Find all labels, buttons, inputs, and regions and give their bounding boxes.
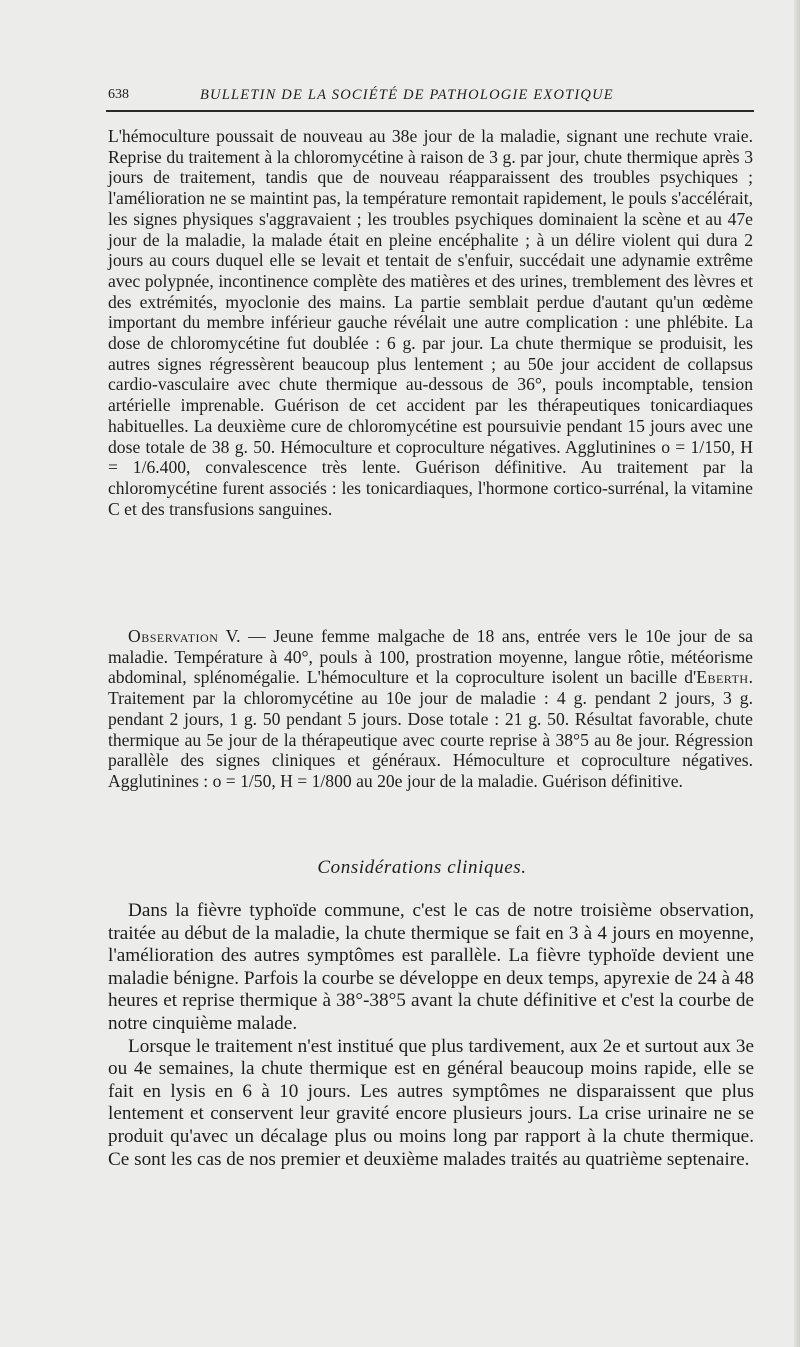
- observation-body-end: . Traitement par la chloromycétine au 10e jour de maladie : 4 g. pendant 2 jours, 3 g. pendant 2 jours, 1 g. 50 pendant 5 jours. Dose totale : 21 g. 50. Résultat favorable, chute thermique au 5e jour de la thérapeutique avec courte reprise à 38°5 au 8e jour. Régression parallèle des signes cliniques et généraux. Hémoculture et coproculture négatives. Agglutinines : o = 1/50, H = 1/800 au 20e jour de la maladie. Guérison définitive.: [108, 667, 753, 791]
- observation-v-text: [108, 626, 753, 792]
- eponym: Eberth: [696, 667, 749, 688]
- running-title: BULLETIN DE LA SOCIÉTÉ DE PATHOLOGIE EXOTIQUE: [200, 87, 614, 103]
- page-number: 638: [108, 87, 129, 102]
- header-rule: [106, 110, 754, 112]
- page-edge-shadow: [794, 0, 800, 1347]
- clinical-considerations: [108, 900, 754, 1171]
- paragraph-text: L'hémoculture poussait de nouveau au 38e jour de la maladie, signant une rechute vraie. Reprise du traitement à la chloromycétine à raison de 3 g. par jour, chute thermique après 3 jours de traitement, tandis que de nouveau réapparaissent des troubles psychiques ; l'amélioration ne se maintint pas, la température remontait rapidement, le pouls s'accélérait, les signes physiques s'aggravaient ; les troubles psychiques dominaient la scène et au 47e jour de la maladie, la malade était en pleine encéphalite ; à un délire violent qui dura 2 jours au cours duquel elle se levait et tentait de s'enfuir, succédait une adynamie extrême avec polypnée, incontinence complète des matières et des urines, tremblement des lèvres et des extrémités, myoclonie des mains. La partie semblait perdue d'autant qu'un œdème important du membre inférieur gauche révélait une autre complication : une phlébite. La dose de chloromycétine fut doublée : 6 g. par jour. La chute thermique se produisit, les autres signes régressèrent beaucoup plus lentement ; au 50e jour accident de collapsus cardio-vasculaire avec chute thermique au-dessous de 36°, pouls incomptable, tension artérielle imprenable. Guérison de cet accident par les thérapeutiques tonicardiaques habituelles. La deuxième cure de chloromycétine est poursuivie pendant 15 jours avec une dose totale de 38 g. 50. Hémoculture et coproculture négatives. Agglutinines o = 1/150, H = 1/6.400, convalescence très lente. Guérison définitive. Au traitement par la chloromycétine furent associés : les tonicardiaques, l'hormone cortico-surrénal, la vitamine C et des transfusions sanguines.: [108, 126, 753, 519]
- section-heading: Considérations cliniques.: [317, 857, 527, 878]
- case-continuation-paragraph: [108, 126, 753, 519]
- page-header: [108, 85, 754, 107]
- clinical-paragraph-2: Lorsque le traitement n'est institué que plus tardivement, aux 2e et surtout aux 3e ou 4e semaines, la chute thermique est en général beaucoup moins rapide, elle se fait en lysis en 6 à 10 jours. Les autres symptômes ne disparaissent que plus lentement et conservent leur gravité encore plusieurs jours. La crise urinaire ne se produit qu'avec un décalage plus ou moins long par rapport à la chute thermique. Ce sont les cas de nos premier et deuxième malades traités au quatrième septenaire.: [108, 1035, 754, 1170]
- observation-body: V. — Jeune femme malgache de 18 ans, entrée vers le 10e jour de sa maladie. Température à 40°, pouls à 100, prostration moyenne, langue rôtie, météorisme abdominal, splénomégalie. L'hémoculture et la coproculture isolent un bacille d': [108, 626, 753, 688]
- observation-v-paragraph: [108, 626, 753, 792]
- observation-label: Observation: [128, 626, 219, 646]
- clinical-paragraph-1: Dans la fièvre typhoïde commune, c'est le cas de notre troisième observation, traitée au début de la maladie, la chute thermique se fait en 3 à 4 jours en moyenne, l'amélioration des autres symptômes est parallèle. La fièvre typhoïde devient une maladie bénigne. Parfois la courbe se développe en deux temps, apyrexie de 24 à 48 heures et reprise thermique à 38°-38°5 avant la chute définitive et c'est la courbe de notre cinquième malade.: [108, 900, 754, 1034]
